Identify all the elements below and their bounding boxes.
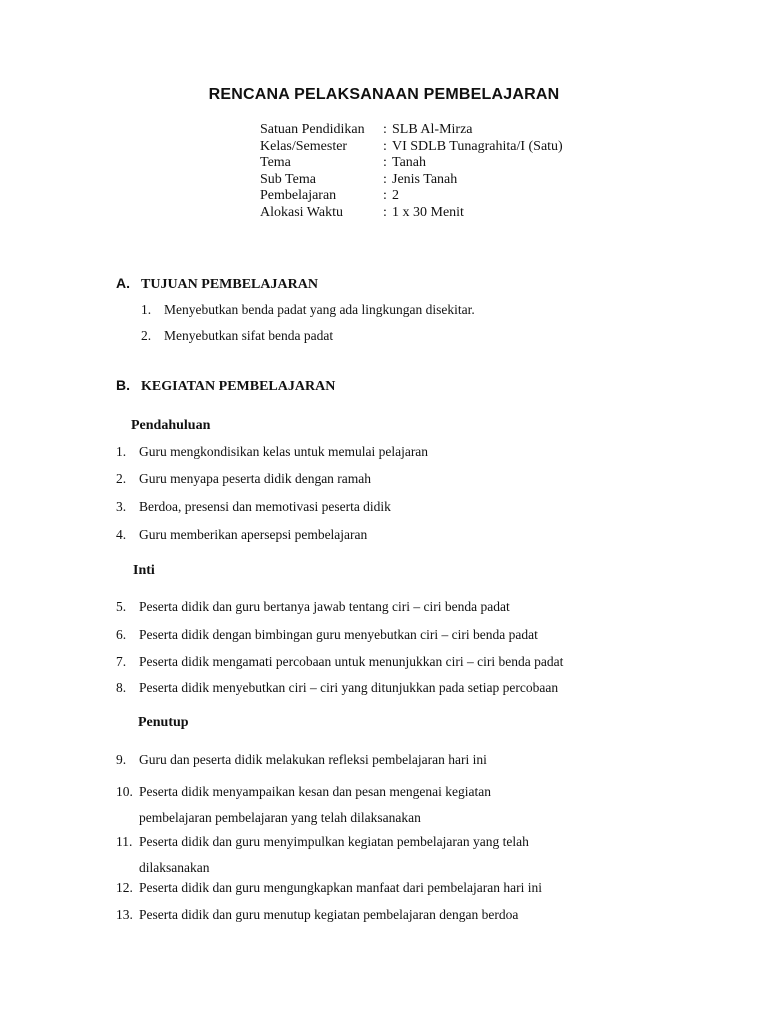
item-text: Guru mengkondisikan kelas untuk memulai pelajaran <box>139 444 429 459</box>
document-title: RENCANA PELAKSANAAN PEMBELAJARAN <box>208 86 560 103</box>
info-row-pembelajaran <box>260 188 563 205</box>
item-text: Berdoa, presensi dan memotivasi peserta didik <box>139 499 391 514</box>
section-b-heading <box>116 377 335 395</box>
info-colon: : <box>383 188 387 204</box>
list-item <box>116 880 542 896</box>
item-number: 12. <box>116 880 133 895</box>
subsection-pendahuluan: Pendahuluan <box>131 418 211 433</box>
identity-block <box>260 122 563 222</box>
info-value: Jenis Tanah <box>392 171 458 187</box>
info-label: Satuan Pendidikan <box>260 122 365 137</box>
list-item <box>116 527 367 543</box>
info-colon: : <box>383 155 387 171</box>
info-label: Alokasi Waktu <box>260 204 343 220</box>
item-number: 10. <box>116 784 133 799</box>
item-number: 2. <box>116 471 127 486</box>
info-value: VI SDLB Tunagrahita/I (Satu) <box>392 138 563 154</box>
item-text: Menyebutkan benda padat yang ada lingkungan disekitar. <box>164 302 475 317</box>
item-text-continuation: dilaksanakan <box>139 860 210 875</box>
info-row-tema <box>260 155 563 172</box>
list-item <box>141 328 333 344</box>
section-title: KEGIATAN PEMBELAJARAN <box>141 379 336 394</box>
item-number: 9. <box>116 752 127 767</box>
info-value: 1 x 30 Menit <box>392 204 464 220</box>
list-item <box>116 779 491 831</box>
list-item <box>116 752 487 768</box>
item-text: Peserta didik dan guru menyimpulkan kegiatan pembelajaran yang telah <box>139 834 529 849</box>
item-text: Peserta didik dan guru bertanya jawab tentang ciri – ciri benda padat <box>139 599 510 614</box>
item-text-continuation: pembelajaran pembelajaran yang telah dilaksanakan <box>139 810 421 825</box>
item-number: 13. <box>116 907 133 922</box>
info-colon: : <box>383 122 387 137</box>
section-letter: B. <box>116 377 130 393</box>
info-value: SLB Al-Mirza <box>392 122 473 137</box>
section-letter: A. <box>116 275 130 291</box>
item-text: Guru menyapa peserta didik dengan ramah <box>139 471 372 486</box>
list-item <box>116 499 391 515</box>
list-item <box>116 599 510 615</box>
info-colon: : <box>383 204 387 220</box>
item-number: 4. <box>116 527 127 542</box>
item-text: Peserta didik dan guru menutup kegiatan pembelajaran dengan berdoa <box>139 907 519 922</box>
info-colon: : <box>383 138 387 154</box>
item-text: Peserta didik menyebutkan ciri – ciri yang ditunjukkan pada setiap percobaan <box>139 680 559 695</box>
section-a-heading <box>116 275 318 293</box>
list-item <box>116 829 529 881</box>
list-item <box>116 444 428 460</box>
item-text: Guru dan peserta didik melakukan refleksi pembelajaran hari ini <box>139 752 487 767</box>
item-text: Menyebutkan sifat benda padat <box>164 328 334 343</box>
info-row-satuan <box>260 122 563 139</box>
item-number: 8. <box>116 680 127 695</box>
info-colon: : <box>383 171 387 187</box>
info-label: Tema <box>260 155 291 171</box>
subsection-inti: Inti <box>133 563 155 578</box>
info-label: Kelas/Semester <box>260 138 348 154</box>
item-number: 2. <box>141 328 152 343</box>
list-item <box>116 627 538 643</box>
info-row-subtema <box>260 172 563 189</box>
item-number: 7. <box>116 654 127 669</box>
list-item <box>116 471 371 487</box>
list-item <box>116 680 558 696</box>
item-number: 5. <box>116 599 127 614</box>
item-text: Peserta didik dan guru mengungkapkan manfaat dari pembelajaran hari ini <box>139 880 542 895</box>
item-text: Peserta didik menyampaikan kesan dan pesan mengenai kegiatan <box>139 784 492 799</box>
info-row-kelas <box>260 139 563 156</box>
list-item <box>116 907 518 923</box>
item-text: Guru memberikan apersepsi pembelajaran <box>139 527 368 542</box>
subsection-penutup: Penutup <box>138 715 189 730</box>
item-number: 1. <box>141 302 152 317</box>
info-label: Sub Tema <box>260 171 316 187</box>
list-item <box>116 654 563 670</box>
info-value: Tanah <box>392 155 427 171</box>
item-text: Peserta didik mengamati percobaan untuk menunjukkan ciri – ciri benda padat <box>139 654 564 669</box>
section-title: TUJUAN PEMBELAJARAN <box>141 277 318 292</box>
info-value: 2 <box>392 188 399 204</box>
item-number: 6. <box>116 627 127 642</box>
item-number: 1. <box>116 444 127 459</box>
info-label: Pembelajaran <box>260 188 337 204</box>
item-text: Peserta didik dengan bimbingan guru menyebutkan ciri – ciri benda padat <box>139 627 538 642</box>
item-number: 3. <box>116 499 127 514</box>
list-item <box>141 302 475 318</box>
info-row-alokasi <box>260 205 563 222</box>
item-number: 11. <box>116 834 133 849</box>
